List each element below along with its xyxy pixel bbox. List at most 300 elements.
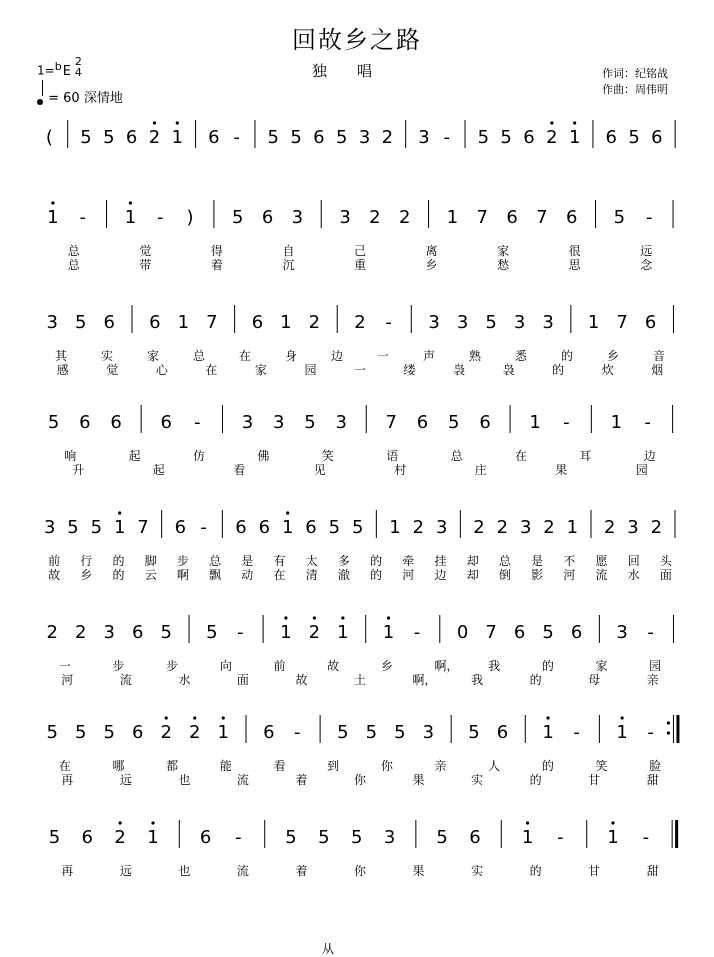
note-stem: [42, 80, 43, 96]
note-symbol: 2: [603, 517, 616, 538]
lyric-char: 你: [354, 773, 367, 787]
lyric-char: 一: [377, 349, 390, 363]
note-symbol: 6: [81, 827, 94, 848]
octave-dot: [550, 121, 553, 124]
note-symbol: 1: [47, 207, 59, 228]
octave-dot: [621, 716, 624, 719]
lyric-char: 总: [498, 554, 511, 568]
note-symbol: 5: [67, 517, 79, 538]
note-symbol: 2: [148, 127, 161, 148]
final-barline: [675, 820, 678, 848]
note-symbol: 5: [337, 722, 349, 743]
note-symbol: 1: [171, 127, 184, 148]
note-symbol: 7: [476, 207, 488, 228]
lyric-char: 也: [178, 864, 191, 878]
lyric-char: 太: [305, 554, 318, 568]
flat-sign: b: [54, 59, 62, 73]
note-symbol: 6: [513, 622, 526, 643]
lyric-char: 向: [219, 659, 232, 673]
note-symbol: 3: [383, 827, 396, 848]
lyric-char: 思: [568, 258, 581, 272]
lyric-char: 果: [555, 463, 568, 477]
lyric-char: 见: [313, 463, 326, 477]
octave-dot: [118, 511, 121, 514]
note-symbol: 2: [412, 517, 425, 538]
note-symbol: 2: [354, 312, 366, 333]
note-symbol: 3: [358, 127, 371, 148]
lyric-char: 炊: [601, 363, 614, 377]
note-symbol: 6: [479, 412, 491, 433]
note-symbol: 2: [543, 517, 555, 538]
lyric-char: 语: [386, 449, 399, 463]
note-symbol: 2: [381, 127, 394, 148]
note-symbol: 2: [308, 312, 321, 333]
lyric-char: 是: [241, 554, 254, 568]
lyric-char: 缕: [403, 363, 416, 377]
octave-dot: [546, 716, 549, 719]
lyric-char: 音: [653, 349, 666, 363]
note-symbol: 1: [568, 127, 581, 148]
notation-line: [0, 385, 714, 445]
note-symbol: -: [413, 622, 421, 643]
song-title: 回故乡之路: [292, 26, 422, 54]
note-symbol: 5: [336, 127, 348, 148]
note-symbol: 5: [206, 622, 218, 643]
time-sig-top: 2: [74, 55, 82, 68]
lyric-char: 动: [241, 568, 254, 582]
note-symbol: 3: [241, 412, 254, 433]
lyric-char: 母: [588, 673, 601, 687]
note-symbol: 5: [75, 722, 87, 743]
note-symbol: 2: [369, 207, 381, 228]
note-symbol: 6: [235, 517, 247, 538]
lyric-char: 亲: [646, 673, 659, 687]
lyric-char: 甘: [588, 864, 601, 878]
notation-line: [0, 285, 714, 345]
lyric-char: 却: [466, 568, 479, 582]
key-signature: [37, 55, 82, 82]
note-symbol: -: [573, 722, 580, 743]
note-symbol: 5: [350, 827, 363, 848]
note-symbol: -: [79, 207, 86, 228]
lyric-char: 沉: [282, 258, 295, 272]
note-symbol: -: [642, 827, 650, 848]
lyric-char: 影: [531, 568, 544, 582]
time-signature: [75, 56, 82, 78]
lyric-char: 离: [425, 244, 438, 258]
note-symbol: 6: [174, 517, 187, 538]
lyric-char: 的: [529, 773, 542, 787]
lyric-char: 你: [354, 864, 367, 878]
note-symbol: 2: [188, 722, 201, 743]
note-symbol: 6: [110, 412, 122, 433]
lyric-char: 带: [139, 258, 152, 272]
lyric-char: 面: [659, 568, 672, 582]
lyric-char: 总: [450, 449, 463, 463]
note-symbol: 5: [485, 312, 497, 333]
note-symbol: 3: [418, 127, 430, 148]
music-system: [0, 490, 714, 585]
note-symbol: 0: [456, 622, 469, 643]
lyric-char: 的: [541, 759, 554, 773]
lyric-char: 乡: [607, 349, 620, 363]
note-symbol: 5: [628, 127, 640, 148]
note-symbol: 6: [263, 722, 275, 743]
lyric-char: 笑: [595, 759, 608, 773]
lyric-char: 重: [354, 258, 367, 272]
lyric-char: 故: [327, 659, 340, 673]
lyric-char: 的: [370, 554, 383, 568]
lyric-char: 实: [471, 773, 484, 787]
note-symbol: 3: [291, 207, 304, 228]
note-symbol: -: [563, 412, 570, 433]
octave-dot: [284, 616, 287, 619]
note-symbol: -: [647, 622, 654, 643]
lyric-char: 烟: [651, 363, 664, 377]
note-symbol: 6: [258, 517, 271, 538]
lyric-char: 啊，: [434, 659, 459, 673]
lyric-char: 一: [58, 659, 71, 673]
lyric-char: 总: [67, 244, 80, 258]
note-symbol: 1: [446, 207, 459, 228]
lyric-char: 看: [273, 759, 286, 773]
note-symbol: 6: [305, 517, 317, 538]
note-symbol: 7: [206, 312, 218, 333]
lyric-char: 我: [488, 659, 501, 673]
lyric-char: 清: [305, 568, 318, 582]
note-symbol: -: [200, 517, 207, 538]
music-system: [0, 285, 714, 380]
note-symbol: 5: [500, 127, 512, 148]
octave-dot: [51, 201, 54, 204]
key-prefix: 1=: [37, 63, 55, 78]
note-symbol: 7: [536, 207, 548, 228]
note-symbol: 2: [308, 622, 321, 643]
note-symbol: 2: [650, 517, 663, 538]
note-symbol: 2: [496, 517, 509, 538]
note-symbol: -: [156, 207, 164, 228]
lyric-char: 哪: [112, 759, 125, 773]
note-symbol: 1: [587, 312, 600, 333]
note-symbol: 1: [566, 517, 579, 538]
octave-dot: [341, 616, 344, 619]
lyric-char: 倒: [498, 568, 511, 582]
lyric-char: 升: [72, 463, 85, 477]
note-symbol: 5: [285, 827, 297, 848]
lyric-char: 实: [101, 349, 114, 363]
music-system: [0, 180, 714, 275]
lyric-char: 家: [254, 363, 267, 377]
note-symbol: 6: [103, 312, 115, 333]
note-symbol: -: [294, 722, 301, 743]
lyric-char: 云: [144, 568, 157, 582]
lyric-char: 心: [155, 363, 168, 377]
note-symbol: 5: [267, 127, 279, 148]
note-symbol: 5: [46, 722, 58, 743]
lyric-char: 河: [402, 568, 415, 582]
note-symbol: 2: [46, 622, 58, 643]
lyric-char: 觉: [106, 363, 119, 377]
note-symbol: 3: [435, 517, 448, 538]
lyric-char: 头: [659, 554, 672, 568]
lyric-char: 是: [531, 554, 544, 568]
note-symbol: 6: [565, 207, 578, 228]
lyric-char: 多: [337, 554, 350, 568]
note-symbol: 3: [422, 722, 435, 743]
music-system: [0, 595, 714, 690]
lyric-char: 己: [354, 244, 367, 258]
note-symbol: 3: [103, 622, 115, 643]
lyric-char: 前: [273, 659, 286, 673]
note-symbol: 5: [468, 722, 480, 743]
lyric-char: 总: [67, 258, 80, 272]
note-symbol: -: [647, 722, 654, 743]
lyric-char: 远: [640, 244, 653, 258]
lyric-char: 的: [561, 349, 574, 363]
note-symbol: 3: [542, 312, 554, 333]
note-symbol: 5: [365, 722, 378, 743]
lyric-char: 起: [128, 449, 141, 463]
key-letter: E: [62, 63, 71, 79]
lyric-char: 的: [370, 568, 383, 582]
note-symbol: 3: [428, 312, 440, 333]
lyric-char: 在: [58, 759, 71, 773]
lyric-char: 在: [273, 568, 286, 582]
lyric-char: 乡: [80, 568, 93, 582]
note-symbol: 2: [398, 207, 411, 228]
octave-dot: [129, 201, 132, 204]
note-symbol: 5: [328, 517, 341, 538]
lyric-char: 在: [205, 363, 218, 377]
lyric-char: 啊，: [412, 673, 437, 687]
tempo-value: = 60: [48, 91, 80, 106]
note-symbol: 3: [272, 412, 285, 433]
lyric-char: 感: [56, 363, 69, 377]
note-symbol: 1: [607, 827, 619, 848]
note-symbol: 1: [281, 517, 294, 538]
note-symbol: 3: [616, 622, 628, 643]
lyric-char: 袅: [502, 363, 515, 377]
credits: [602, 66, 668, 98]
lyric-char: 家: [595, 659, 608, 673]
note-symbol: 1: [177, 312, 190, 333]
note-symbol: ): [186, 207, 194, 228]
note-symbol: 5: [160, 622, 172, 643]
repeat-dot: [667, 721, 670, 724]
note-symbol: 1: [610, 412, 623, 433]
lyric-char: 挂: [434, 554, 447, 568]
lyric-char: 牵: [402, 554, 415, 568]
octave-dot: [222, 716, 225, 719]
note-symbol: 2: [75, 622, 87, 643]
lyric-char: 远: [119, 773, 132, 787]
octave-dot: [151, 821, 154, 824]
octave-dot: [153, 121, 156, 124]
lyric-char: 的: [112, 554, 125, 568]
lyric-char: 一: [354, 363, 367, 377]
note-symbol: (: [45, 127, 53, 148]
note-symbol: 6: [570, 622, 583, 643]
note-symbol: 6: [469, 827, 481, 848]
lyric-char: 愿: [595, 554, 608, 568]
notation-line: [0, 490, 714, 550]
lyric-char: 也: [178, 773, 191, 787]
lyric-char: 着: [210, 258, 223, 272]
note-symbol: 1: [337, 622, 349, 643]
note-symbol: 6: [208, 127, 220, 148]
lyric-char: 园: [635, 463, 648, 477]
note-symbol: 6: [160, 412, 172, 433]
notation-line: [0, 100, 714, 160]
notation-line: [0, 800, 714, 860]
note-symbol: 5: [394, 722, 406, 743]
note-symbol: 5: [542, 622, 554, 643]
note-symbol: 5: [351, 517, 364, 538]
music-system: [0, 695, 714, 790]
note-symbol: 7: [485, 622, 497, 643]
note-symbol: 6: [132, 722, 144, 743]
octave-dot: [193, 716, 196, 719]
music-system: [0, 385, 714, 480]
note-symbol: 5: [448, 412, 460, 433]
note-symbol: -: [443, 127, 451, 148]
performance-type: 独唱: [311, 62, 402, 80]
note-symbol: -: [644, 412, 651, 433]
note-symbol: 5: [48, 827, 61, 848]
note-symbol: 6: [644, 312, 657, 333]
note-symbol: 3: [46, 312, 58, 333]
lyric-char: 笑: [321, 449, 334, 463]
lyric-char: 有: [273, 554, 286, 568]
note-symbol: 1: [542, 722, 554, 743]
lyric-char: 边: [331, 349, 344, 363]
note-symbol: 1: [389, 517, 401, 538]
lyric-char: 响: [64, 449, 77, 463]
notation-line: [0, 695, 714, 755]
lyric-char: 得: [210, 244, 223, 258]
lyric-char: 流: [119, 673, 132, 687]
lyric-char: 步: [166, 659, 179, 673]
lyric-char: 到: [327, 759, 340, 773]
octave-dot: [286, 511, 289, 514]
lyric-char: 步: [176, 554, 189, 568]
lyric-char: 袅: [453, 363, 466, 377]
note-symbol: 6: [651, 127, 663, 148]
notation-line: [0, 180, 714, 240]
note-symbol: 6: [79, 412, 91, 433]
note-symbol: 6: [313, 127, 325, 148]
note-symbol: 5: [75, 312, 87, 333]
note-symbol: 6: [496, 722, 509, 743]
lyric-char: 甘: [588, 773, 601, 787]
lyric-char: 觉: [139, 244, 152, 258]
note-symbol: 2: [160, 722, 172, 743]
lyric-char: 果: [412, 864, 425, 878]
note-symbol: 5: [47, 412, 60, 433]
note-symbol: 5: [477, 127, 490, 148]
composer-credit: 作曲：周伟明: [602, 83, 668, 96]
note-symbol: 1: [280, 622, 292, 643]
note-symbol: 3: [456, 312, 469, 333]
note-symbol: 3: [339, 207, 351, 228]
note-symbol: 3: [335, 412, 347, 433]
lyric-char: 的: [529, 864, 542, 878]
lyricist-credit: 作词：纪铭战: [602, 67, 668, 80]
lyric-char: 家: [497, 244, 510, 258]
note-symbol: 5: [103, 722, 115, 743]
octave-dot: [526, 821, 529, 824]
lyric-char: 看: [233, 463, 246, 477]
octave-dot: [611, 821, 614, 824]
lyric-char: 人: [488, 759, 501, 773]
lyric-char: 仿: [193, 449, 206, 463]
lyric-char: 村: [394, 463, 407, 477]
lyric-char: 故: [295, 673, 308, 687]
lyric-char: 乡: [425, 258, 438, 272]
note-symbol: 5: [90, 517, 103, 538]
lyric-char: 亲: [434, 759, 447, 773]
note-symbol: 5: [232, 207, 244, 228]
note-symbol: 6: [149, 312, 161, 333]
lyric-char: 回: [627, 554, 640, 568]
lyric-char: 流: [595, 568, 608, 582]
lyric-char: 其: [55, 349, 68, 363]
lyric-char: 在: [239, 349, 252, 363]
lyric-char: 总: [193, 349, 206, 363]
octave-dot: [176, 121, 179, 124]
octave-dot: [573, 121, 576, 124]
note-symbol: 2: [473, 517, 485, 538]
lyric-char: 飘: [209, 568, 222, 582]
lyric-char: 不: [563, 554, 576, 568]
repeat-barline: [676, 715, 679, 743]
note-symbol: 7: [137, 517, 149, 538]
lyric-char: 澈: [337, 568, 350, 582]
note-symbol: 5: [80, 127, 92, 148]
note-symbol: -: [557, 827, 564, 848]
lyric-char: 水: [627, 568, 640, 582]
lyric-char: 土: [354, 673, 367, 687]
note-symbol: 6: [132, 622, 144, 643]
lyric-char: 前: [48, 554, 61, 568]
lyric-char: 再: [61, 773, 74, 787]
note-symbol: 6: [251, 312, 264, 333]
lyric-char: 流: [236, 773, 249, 787]
lyric-char: 甜: [646, 773, 659, 787]
note-symbol: 1: [217, 722, 229, 743]
note-symbol: 1: [529, 412, 541, 433]
lyric-char: 水: [178, 673, 191, 687]
lyric-char: 再: [61, 864, 74, 878]
note-symbol: 7: [385, 412, 397, 433]
octave-dot: [313, 616, 316, 619]
note-symbol: 1: [382, 622, 395, 643]
lyric-char: 佛: [257, 449, 270, 463]
note-symbol: -: [645, 207, 653, 228]
lyric-char: 都: [166, 759, 179, 773]
note-symbol: 5: [103, 127, 115, 148]
note-symbol: 5: [304, 412, 316, 433]
note-symbol: 2: [546, 127, 558, 148]
lyric-char: 悉: [515, 349, 528, 363]
lyric-char: 却: [466, 554, 479, 568]
note-symbol: 6: [506, 207, 518, 228]
lyric-char: 园: [304, 363, 317, 377]
note-symbol: 1: [616, 722, 628, 743]
note-symbol: -: [235, 827, 242, 848]
note-symbol: -: [233, 127, 240, 148]
note-symbol: 1: [147, 827, 159, 848]
